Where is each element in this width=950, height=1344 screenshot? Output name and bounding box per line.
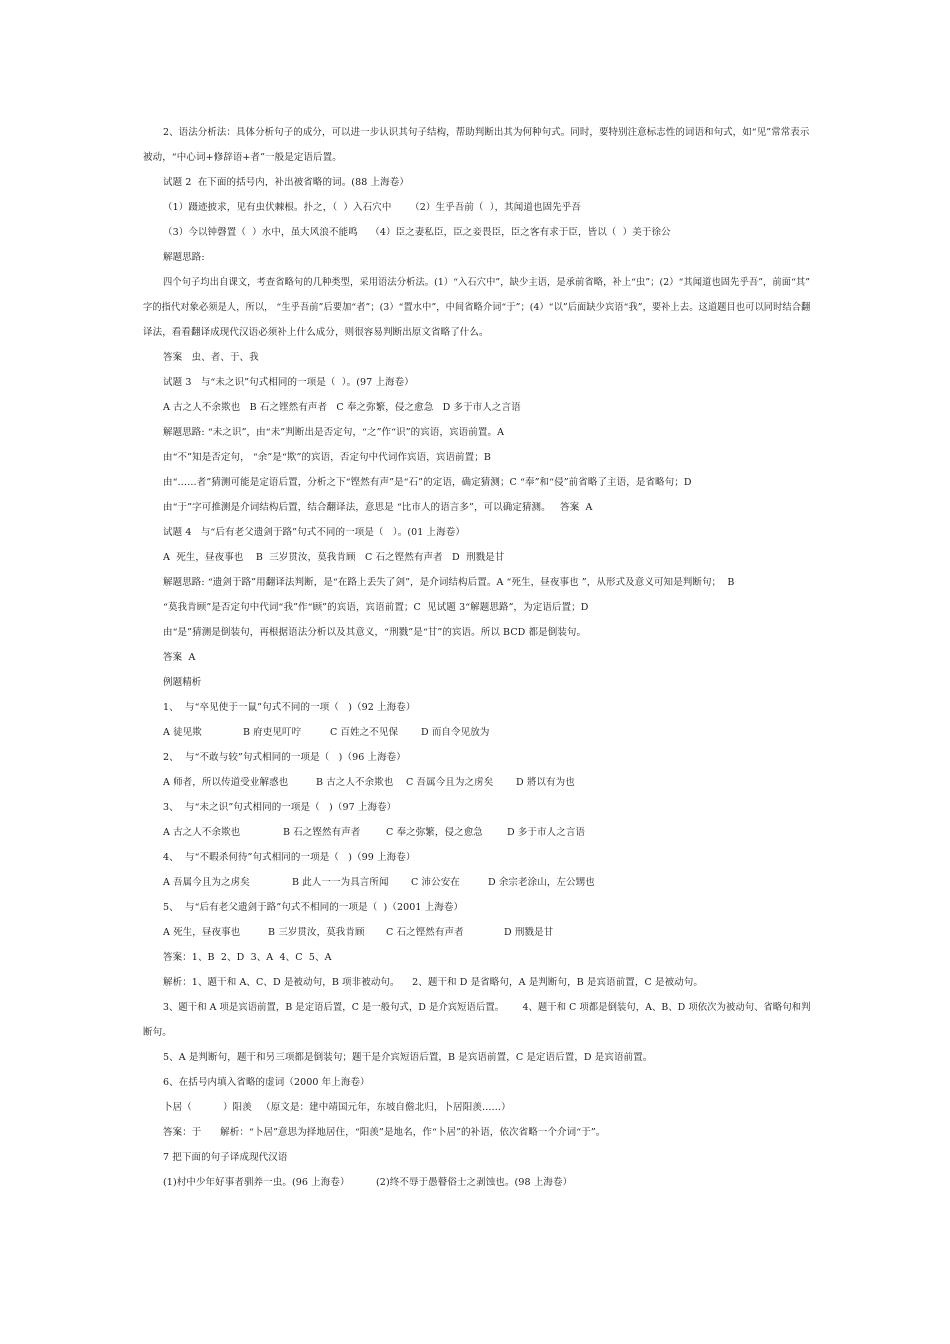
option: B 古之人不余欺也 [316,777,394,788]
option: C 石之铿然有声者 [386,927,464,938]
text-line: A 古之人不余欺也 B 石之铿然有声者 C 奉之弥繁，侵之愈急 D 多于市人之言语 [163,402,521,413]
text-line: 试题 3 与“未之识”句式相同的一项是（ ）。(97 上海卷） [163,377,414,388]
text-line: 6、在括号内填入省略的虚词（2000 年上海卷） [163,1077,370,1088]
option: A 师者，所以传道受业解惑也 [163,777,289,788]
option: D 將以有为也 [516,777,575,788]
text-line: 3、题干和 A 项是宾语前置，B 是定语后置，C 是一般句式，D 是介宾短语后置。 4、题干和 C 项都是倒装句，A、B、D 项依次为被动句、省略句和判 [163,1002,811,1013]
option: B 石之铿然有声者 [283,827,361,838]
text-line: 答案 虫、者、于、我 [163,352,259,363]
option: C 奉之弥繁，侵之愈急 [386,827,483,838]
question-line: 2、 与“不敢与较”句式相同的一项是（ )（96 上海卷） [163,752,406,763]
text-line: 被动，“中心词+修辞语+者”一般是定语后置。 [143,152,342,163]
text-line: 解析：1、题干和 A、C、D 是被动句，B 项非被动句。 2、题干和 D 是省略句，A 是判断句，B 是宾语前置，C 是被动句。 [163,977,703,988]
option: A 徒见欺 [163,727,202,738]
text-line: 7 把下面的句子译成现代汉语 [163,1152,288,1163]
text-line: 由“于”字可推测是介词结构后置，结合翻译法，意思是 “比市人的语言多”，可以确定猜测。 答案 A [163,502,593,513]
text-line: （3）今以钟磬置（ ）水中，虽大风浪不能鸣 （4）臣之妻私臣，臣之妾畏臣，臣之客有求于臣，皆以（ ）美于徐公 [163,227,671,238]
option: A 吾属今且为之虏矣 [163,877,250,888]
text-line: 答案：于 解析：“卜居”意思为择地居住，“阳羡”是地名，作“卜居”的补语，依次省略一个介词“于”。 [163,1127,606,1138]
text-line: (1)村中少年好事者驯养一虫。(96 上海卷） [163,1177,350,1188]
text-line: 卜居（ ）阳羡 （原文是：建中靖国元年，东坡自儋北归，卜居阳羡……） [163,1102,511,1113]
text-line: 解题思路: “遗剑于路”用翻译法判断，是“在路上丢失了剑”，是介词结构后置。A “死生，昼夜事也 ”，从形式及意义可知是判断句； B [163,577,735,588]
text-line: 由“……者”猜测可能是定语后置，分析之下“铿然有声”是“石”的定语，确定猜测；C “奉”和“侵”前省略了主语，是省略句；D [163,477,692,488]
question-line: 1、 与“卒见使于一鼠”句式不同的一项（ )（92 上海卷） [163,702,416,713]
text-line: (2)终不辱于愚瞽俗士之剥蚀也。(98 上海卷） [376,1177,573,1188]
option: D 余宗老涂山，左公甥也 [488,877,595,888]
option: D 而自令见放为 [421,727,490,738]
option: D 刑戮是甘 [504,927,554,938]
question-line: 4、 与“不暇杀何待”句式相同的一项是（ )（99 上海卷） [163,852,416,863]
text-line: 答案 A [163,652,196,663]
option: A 古之人不余欺也 [163,827,241,838]
text-line: 试题 2 在下面的括号内，补出被省略的词。(88 上海卷） [163,177,409,188]
text-line: （1）蹑迹披求，见有虫伏棘根。扑之，（ ）入石穴中 （2）生乎吾前（ ），其闻道也固先乎吾 [163,202,581,213]
text-line: 四个句子均出自课文，考查省略句的几种类型，采用语法分析法。(1）“入石穴中”，缺少主语，是承前省略，补上“虫”；(2）“其闻道也固先乎吾”，前面“其” [163,277,811,288]
section-heading: 例题精析 [163,677,202,688]
question-line: 5、 与“后有老父遗剑于路”句式不相同的一项是（ )（2001 上海卷） [163,902,464,913]
option: B 此人一一为具言所闻 [292,877,389,888]
text-line: 答案：1、B 2、D 3、A 4、C 5、A [163,952,332,963]
option: D 多于市人之言语 [507,827,586,838]
text-line: A 死生，昼夜事也 B 三岁贯汝，莫我肯顾 C 石之铿然有声者 D 刑戮是甘 [163,552,505,563]
text-line: 由“不”知是否定句， “余”是“欺”的宾语，否定句中代词作宾语，宾语前置；B [163,452,491,463]
text-line: 2、语法分析法：具体分析句子的成分，可以进一步认识其句子结构，帮助判断出其为何种句式。同时，要特别注意标志性的词语和句式，如“见”常常表示 [163,127,810,138]
text-line: 5、A 是判断句，题干和另三项都是倒装句；题干是介宾短语后置，B 是宾语前置，C 是定语后置，D 是宾语前置。 [163,1052,653,1063]
option: C 百姓之不见保 [330,727,399,738]
text-line: “莫我肯顾”是否定句中代词“我”作“顾”的宾语，宾语前置；C 见试题 3“解题思路”，为定语后置；D [163,602,589,613]
text-line: 由“是”猜测是倒装句，再根据语法分析以及其意义，“刑戮”是“甘”的宾语。所以 BCD 都是倒装句。 [163,627,587,638]
option: A 死生，昼夜事也 [163,927,241,938]
text-line: 断句。 [143,1027,172,1038]
text-line: 字的指代对象必须是人，所以， “生乎吾前”后要加“者”；(3）“置水中”，中间省略介词“于”；(4）“以”后面缺少宾语“我”，要补上去。这道题目也可以同时结合翻 [143,302,811,313]
option: C 吾属今且为之虏矣 [406,777,494,788]
text-line: 解题思路: “未之识”，由“未”判断出是否定句，“之”作“识”的宾语，宾语前置。A [163,427,505,438]
option: C 沛公安在 [411,877,460,888]
option: B 府吏见叮咛 [243,727,302,738]
option: B 三岁贯汝，莫我肯顾 [268,927,365,938]
question-line: 3、 与“未之识”句式相同的一项是（ )（97 上海卷） [163,802,397,813]
text-line: 解题思路: [163,252,205,263]
text-line: 试题 4 与“后有老父遗剑于路”句式不同的一项是（ ）。(01 上海卷） [163,527,465,538]
text-line: 译法，看看翻译成现代汉语必须补上什么成分，则很容易判断出原文省略了什么。 [143,327,489,338]
